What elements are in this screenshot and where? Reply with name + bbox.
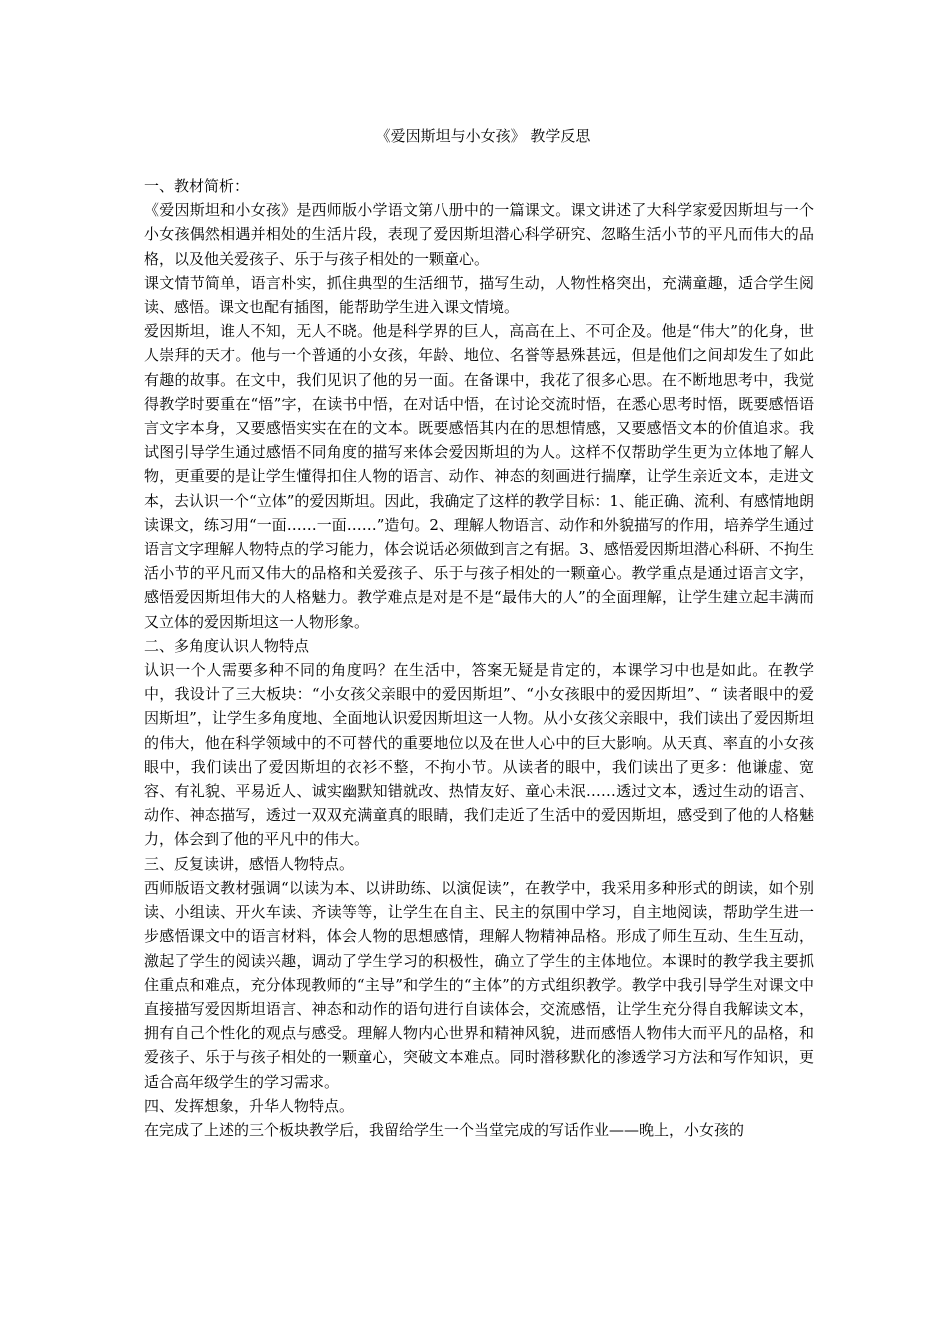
paragraph: 西师版语文教材强调“以读为本、以讲助练、以演促读”，在教学中，我采用多种形式的朗读，如个别读、小组读、开火车读、齐读等等，让学生在自主、民主的氛围中学习，自主地阅读，帮助学生进一步感悟课文中的语言材料，体会人物的思想感情，理解人物精神品格。形成了师生互动、生生互动，激起了学生的阅读兴趣，调动了学生学习的积极性，确立了学生的主体地位。本课时的教学我主要抓住重点和难点，充分体现教师的“主导”和学生的“主体”的方式组织教学。教学中我引导学生对课文中直接描写爱因斯坦语言、神态和动作的语句进行自读体会，交流感悟，让学生充分得自我解读文本，拥有自己个性化的观点与感受。理解人物内心世界和精神风貌，进而感悟人物伟大而平凡的品格，和爱孩子、乐于与孩子相处的一颗童心，突破文本难点。同时潜移默化的渗透学习方法和写作知识，更适合高年级学生的学习需求。: [144, 878, 814, 1091]
section-heading-4: 四、发挥想象，升华人物特点。: [144, 1096, 355, 1115]
section-heading-2: 二、多角度认识人物特点: [144, 636, 310, 655]
document-title: 《爱因斯坦与小女孩》 教学反思: [375, 127, 591, 145]
paragraph: 认识一个人需要多种不同的角度吗？在生活中，答案无疑是肯定的，本课学习中也是如此。在教学中，我设计了三大板块：“小女孩父亲眼中的爱因斯坦”、“小女孩眼中的爱因斯坦”、“ 读者眼中的爱因斯坦”，让学生多角度地、全面地认识爱因斯坦这一人物。从小女孩父亲眼中，我们读出了爱因斯坦的伟大，他在科学领域中的不可替代的重要地位以及在世人心中的巨大影响。从天真、率直的小女孩眼中，我们读出了爱因斯坦的衣衫不整，不拘小节。从读者的眼中，我们读出了更多：他谦虚、宽容、有礼貌、平易近人、诚实幽默知错就改、热情友好、童心未泯……透过文本，透过生动的语言、动作、神态描写，透过一双双充满童真的眼睛，我们走近了生活中的爱因斯坦，感受到了他的人格魅力，体会到了他的平凡中的伟大。: [144, 661, 814, 849]
section-heading-3: 三、反复读讲，感悟人物特点。: [144, 854, 355, 873]
paragraph: 在完成了上述的三个板块教学后，我留给学生一个当堂完成的写话作业——晚上，小女孩的: [144, 1120, 745, 1139]
paragraph: 课文情节简单，语言朴实，抓住典型的生活细节，描写生动，人物性格突出，充满童趣，适合学生阅读、感悟。课文也配有插图，能帮助学生进入课文情境。: [144, 273, 814, 317]
paragraph: 爱因斯坦，谁人不知，无人不晓。他是科学界的巨人，高高在上、不可企及。他是“伟大”的化身，世人崇拜的天才。他与一个普通的小女孩，年龄、地位、名誉等悬殊甚远，但是他们之间却发生了如此有趣的故事。在文中，我们见识了他的另一面。在备课中，我花了很多心思。在不断地思考中，我觉得教学时要重在“悟”字，在读书中悟，在对话中悟，在讨论交流时悟，在悉心思考时悟，既要感悟语言文字本身，又要感悟实实在在的文本。既要感悟其内在的思想情感，又要感悟文本的价值追求。我试图引导学生通过感悟不同角度的描写来体会爱因斯坦的为人。这样不仅帮助学生更为立体地了解人物，更重要的是让学生懂得扣住人物的语言、动作、神态的刻画进行揣摩，让学生亲近文本，走进文本，去认识一个“立体”的爱因斯坦。因此，我确定了这样的教学目标：1、能正确、流利、有感情地朗读课文，练习用“一面……一面……”造句。2、理解人物语言、动作和外貌描写的作用，培养学生通过语言文字理解人物特点的学习能力，体会说话必须做到言之有据。3、感悟爱因斯坦潜心科研、不拘生活小节的平凡而又伟大的品格和关爱孩子、乐于与孩子相处的一颗童心。教学重点是通过语言文字，感悟爱因斯坦伟大的人格魅力。教学难点是对是不是“最伟大的人”的全面理解，让学生建立起丰满而又立体的爱因斯坦这一人物形象。: [144, 322, 814, 631]
section-heading-1: 一、教材简析：: [144, 177, 250, 195]
document-body: [144, 124, 814, 1142]
paragraph: 《爱因斯坦和小女孩》是西师版小学语文第八册中的一篇课文。课文讲述了大科学家爱因斯坦与一个小女孩偶然相遇并相处的生活片段，表现了爱因斯坦潜心科学研究、忽略生活小节的平凡而伟大的品格，以及他关爱孩子、乐于与孩子相处的一颗童心。: [144, 201, 814, 268]
